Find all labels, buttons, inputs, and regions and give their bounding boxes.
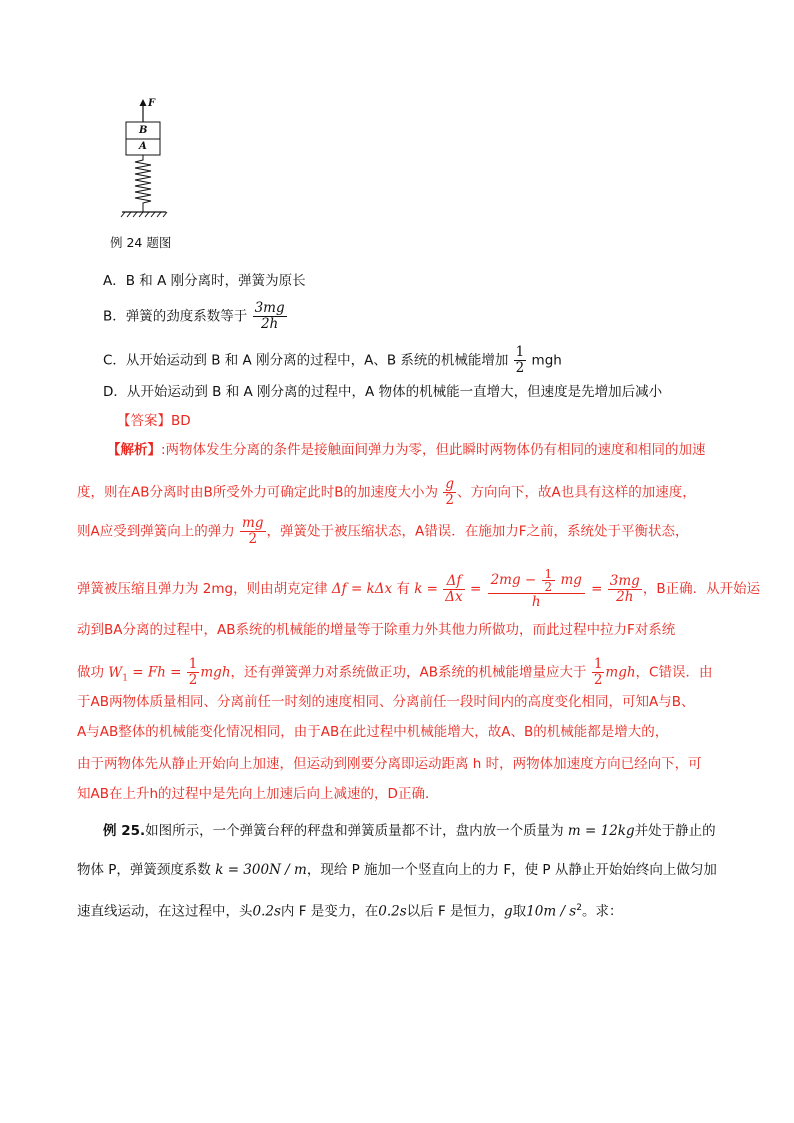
- option-c-frac-den: 2: [515, 360, 525, 376]
- g-exponent: 2: [576, 903, 582, 913]
- analysis-line-9: 由于两物体先从静止开始向上加速，但运动到刚要分离即运动距离 h 时，两物体加速度方向已经向下，可: [77, 756, 702, 772]
- mass-value: m = 12kg: [567, 823, 635, 839]
- frac-num: 1: [188, 656, 198, 672]
- analysis-text-4mid: 有: [396, 581, 410, 597]
- frac-den: Δx: [445, 588, 463, 605]
- frac-num: Δf: [443, 574, 464, 590]
- g-symbol: g: [504, 903, 513, 920]
- example25-text-3c: 以后 F 是恒力，: [406, 903, 505, 920]
- example25-label: 例 25.: [103, 823, 146, 839]
- k-symbol: k: [414, 581, 423, 597]
- analysis-text-2a: 度，则在AB分离时由B所受外力可确定此时B的加速度大小为: [77, 484, 439, 501]
- analysis-line-10: 知AB在上升h的过程中是先向上加速后向上减速的，D正确．: [77, 786, 439, 802]
- frac-num: g: [445, 476, 454, 492]
- frac-complex-den: h: [531, 594, 541, 610]
- example25-text-2b: ，现给 P 施加一个竖直向上的力 F，使 P 从静止开始始终向上做匀加: [306, 862, 717, 878]
- block-a-label: A: [139, 141, 147, 152]
- analysis-line-5: 动到BA分离的过程中，AB系统的机械能的增量等于除重力外其他力所做功，而此过程中拉力F对系统: [77, 622, 676, 638]
- work-eq: = Fh =: [127, 664, 182, 681]
- option-d: D．从开始运动到 B 和 A 刚分离的过程中，A 物体的机械能一直增大，但速度是先增加后减小: [103, 384, 663, 400]
- example25-text-3a: 速直线运动，在这过程中，头: [77, 903, 253, 920]
- hooke-law: Δf = kΔx: [331, 581, 393, 597]
- analysis-line-8: A与AB整体的机械能变化情况相同，由于AB在此过程中机械能增大，故A、B的机械能都是增大的，: [77, 724, 669, 740]
- force-label: F: [148, 98, 156, 109]
- analysis-text-2b: 、方向向下，故A也具有这样的加速度，: [456, 484, 696, 501]
- mgh-2: mgh: [605, 664, 636, 681]
- option-b-frac-den: 2h: [260, 316, 279, 332]
- time-2: 0.2s: [378, 903, 407, 920]
- option-a: A．B 和 A 刚分离时，弹簧为原长: [103, 273, 306, 289]
- option-c-frac-num: 1: [515, 344, 525, 360]
- block-b-label: B: [139, 125, 148, 136]
- frac-den: 2: [248, 531, 258, 547]
- example25-text-3d: 取: [512, 903, 527, 920]
- figure-caption: 例 24 题图: [110, 235, 172, 250]
- frac-num: mg: [242, 515, 264, 531]
- w-letter: W: [108, 664, 123, 681]
- inner-frac-num: 1: [542, 568, 556, 581]
- analysis-text-4a: 弹簧被压缩且弹力为 2mg，则由胡克定律: [77, 581, 328, 597]
- answer-value: BD: [171, 413, 191, 429]
- example25-text-3e: 。求：: [581, 903, 623, 920]
- analysis-text-3a: 则A应受到弹簧向上的弹力: [77, 523, 235, 540]
- frac-num: 1: [593, 656, 603, 672]
- w-subscript: 1: [122, 673, 128, 684]
- answer-label: 【答案】: [117, 413, 171, 429]
- inner-frac-den: 2: [544, 580, 553, 594]
- frac-den: 2h: [616, 588, 634, 605]
- option-c-suffix: mgh: [527, 352, 562, 369]
- example25-line-2: [77, 860, 717, 880]
- mgh-1: mgh: [200, 664, 231, 681]
- analysis-label: 【解析】: [107, 442, 161, 458]
- example25-text-1b: 并处于静止的: [634, 823, 716, 839]
- example25-text-1a: 如图所示，一个弹簧台秤的秤盘和弹簧质量都不计，盘内放一个质量为: [145, 823, 564, 839]
- time-1: 0.2s: [252, 903, 281, 920]
- example25-text-3b: 内 F 是变力，在: [280, 903, 379, 920]
- k-value: k = 300N / m: [215, 862, 307, 878]
- example25-line-1: [103, 821, 716, 841]
- g-value: 10m / s: [526, 903, 577, 920]
- frac-den: 2: [593, 672, 603, 688]
- num-part-b: mg: [560, 572, 582, 588]
- analysis-text-6a: 做功: [77, 664, 104, 681]
- option-c-text: C．从开始运动到 B 和 A 刚分离的过程中，A、B 系统的机械能增加: [103, 352, 509, 369]
- option-b-text: B．弹簧的劲度系数等于: [103, 308, 248, 325]
- frac-den: 2: [445, 492, 454, 508]
- frac-num: 3mg: [609, 572, 640, 589]
- example25-line-3: [77, 898, 622, 922]
- option-b-frac-num: 3mg: [254, 300, 285, 316]
- num-part-a: 2mg −: [490, 572, 537, 588]
- analysis-line-7: 于AB两物体质量相同、分离前任一时刻的速度相同、分离前任一段时间内的高度变化相同，可知A与B、: [77, 694, 695, 710]
- example25-text-2a: 物体 P，弹簧颈度系数: [77, 862, 211, 878]
- analysis-text-3b: ，弹簧处于被压缩状态，A错误．在施加力F之前，系统处于平衡状态，: [266, 523, 689, 540]
- analysis-text-4b: ，B正确．从开始运: [642, 581, 761, 597]
- analysis-text-1: :两物体发生分离的条件是接触面间弹力为零，但此瞬时两物体仍有相同的速度和相同的加速: [161, 442, 706, 458]
- frac-den: 2: [188, 672, 198, 688]
- analysis-text-6c: ，C错误．由: [635, 664, 713, 681]
- analysis-text-6b: ，还有弹簧弹力对系统做正功，AB系统的机械能增量应大于: [230, 664, 587, 681]
- analysis-line-4: 弹簧被压缩且弹力为 2mg，则由胡克定律 Δf = kΔx 有 k = $\frac{\Delta f}{\Delta x}$ = 2mg − $\frac{1}{2}$ mg h = $\frac{3mg}{2h}$ ，B正确．从开始运: [77, 567, 761, 610]
